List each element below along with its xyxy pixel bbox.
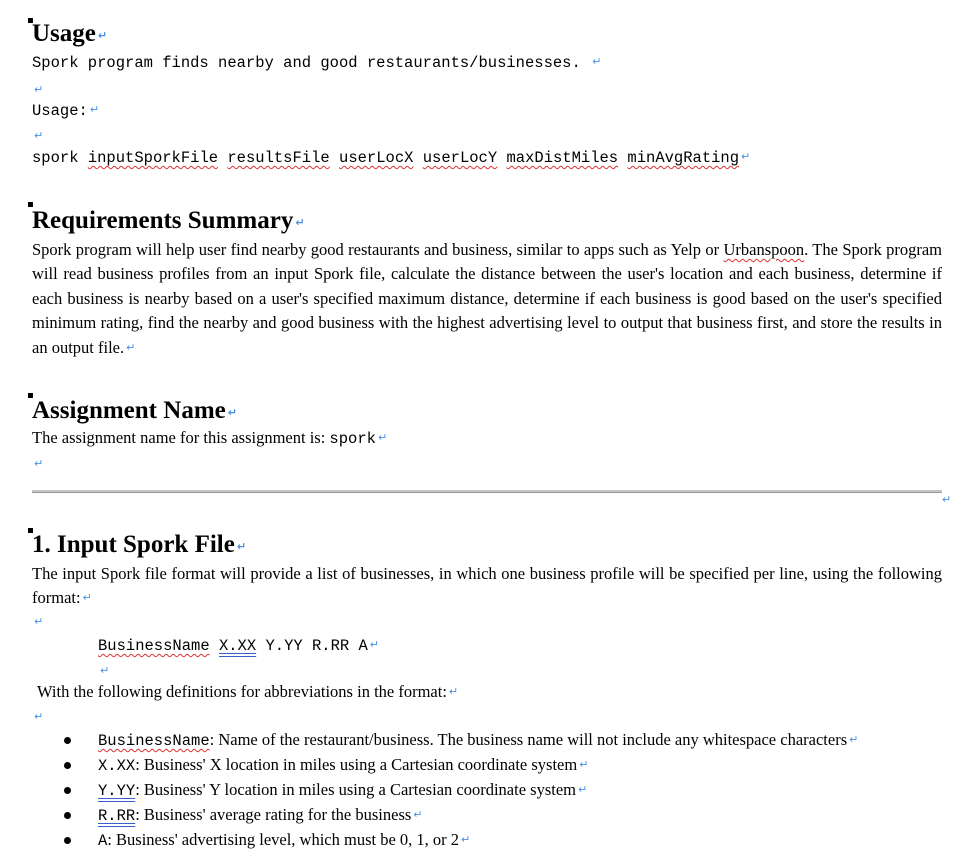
empty-paragraph: ↵ [34,457,44,470]
list-item: BusinessName: Name of the restaurant/business. The business name will not include any whitespace characters ↵ [98,730,859,750]
requirements-heading: Requirements Summary ↵ [32,207,305,234]
assignment-heading: Assignment Name ↵ [32,397,237,424]
usage-command: spork inputSporkFile resultsFile userLocX userLocY maxDistMiles minAvgRating ↵ [32,149,751,167]
bullet [64,812,71,819]
paragraph-mark: ↵ [942,493,952,506]
def-term: Y.YY [98,782,136,800]
usage-arg: inputSporkFile [87,149,219,167]
format-x: X.XX [218,637,257,655]
def-term: X.XX [98,757,136,775]
requirements-paragraph: Spork program will help user find nearby good restaurants and business, similar to apps such as Yelp or Urbanspoon. The Spork program will read business profiles from an input Spork file, calculate the distance between the user's location and each business, determine if each business is nearby based on a user's specified maximum distance, determine if each business is good based on the user's specified minimum rating, find the nearby and good business with the highest advertising level to output that business first, and store the results in an output file. ↵ [32,240,942,357]
horizontal-rule [32,490,942,493]
bullet [64,762,71,769]
usage-heading: Usage ↵ [32,20,108,47]
usage-arg: resultsFile [227,149,330,167]
def-term: A [98,832,108,850]
bullet [64,787,71,794]
urbanspoon-word: Urbanspoon [723,240,805,259]
def-term: R.RR [98,807,136,825]
list-item: R.RR: Business' average rating for the business ↵ [98,805,423,825]
def-term: BusinessName [98,732,210,750]
format-line: BusinessName X.XX Y.YY R.RR A ↵ [98,637,380,655]
list-item: X.XX: Business' X location in miles using a Cartesian coordinate system ↵ [98,755,589,775]
empty-paragraph: ↵ [34,83,44,96]
usage-label: Usage: ↵ [32,102,100,120]
usage-arg: userLocY [422,149,498,167]
usage-description: Spork program finds nearby and good restaurants/businesses. ↵ [32,54,602,72]
empty-paragraph: ↵ [34,710,44,723]
list-item: Y.YY: Business' Y location in miles using a Cartesian coordinate system ↵ [98,780,588,800]
format-business-name: BusinessName [98,637,210,655]
empty-paragraph: ↵ [34,615,44,628]
bullet [64,837,71,844]
usage-arg: maxDistMiles [506,149,619,167]
format-rest: Y.YY R.RR A [265,637,368,655]
assignment-text: The assignment name for this assignment is: spork ↵ [32,428,388,448]
usage-cmd: spork [32,149,79,167]
empty-paragraph: ↵ [34,129,44,142]
assignment-code: spork [329,430,376,448]
empty-paragraph: ↵ [100,664,110,677]
bullet [64,737,71,744]
list-item: A: Business' advertising level, which must be 0, 1, or 2 ↵ [98,830,471,850]
usage-arg: minAvgRating [627,149,740,167]
definitions-intro: With the following definitions for abbreviations in the format: ↵ [37,682,459,701]
usage-arg: userLocX [339,149,414,167]
input-file-heading: 1. Input Spork File ↵ [32,531,247,558]
input-file-intro: The input Spork file format will provide a list of businesses, in which one business profile will be specified per line, using the following format: ↵ [32,564,942,608]
